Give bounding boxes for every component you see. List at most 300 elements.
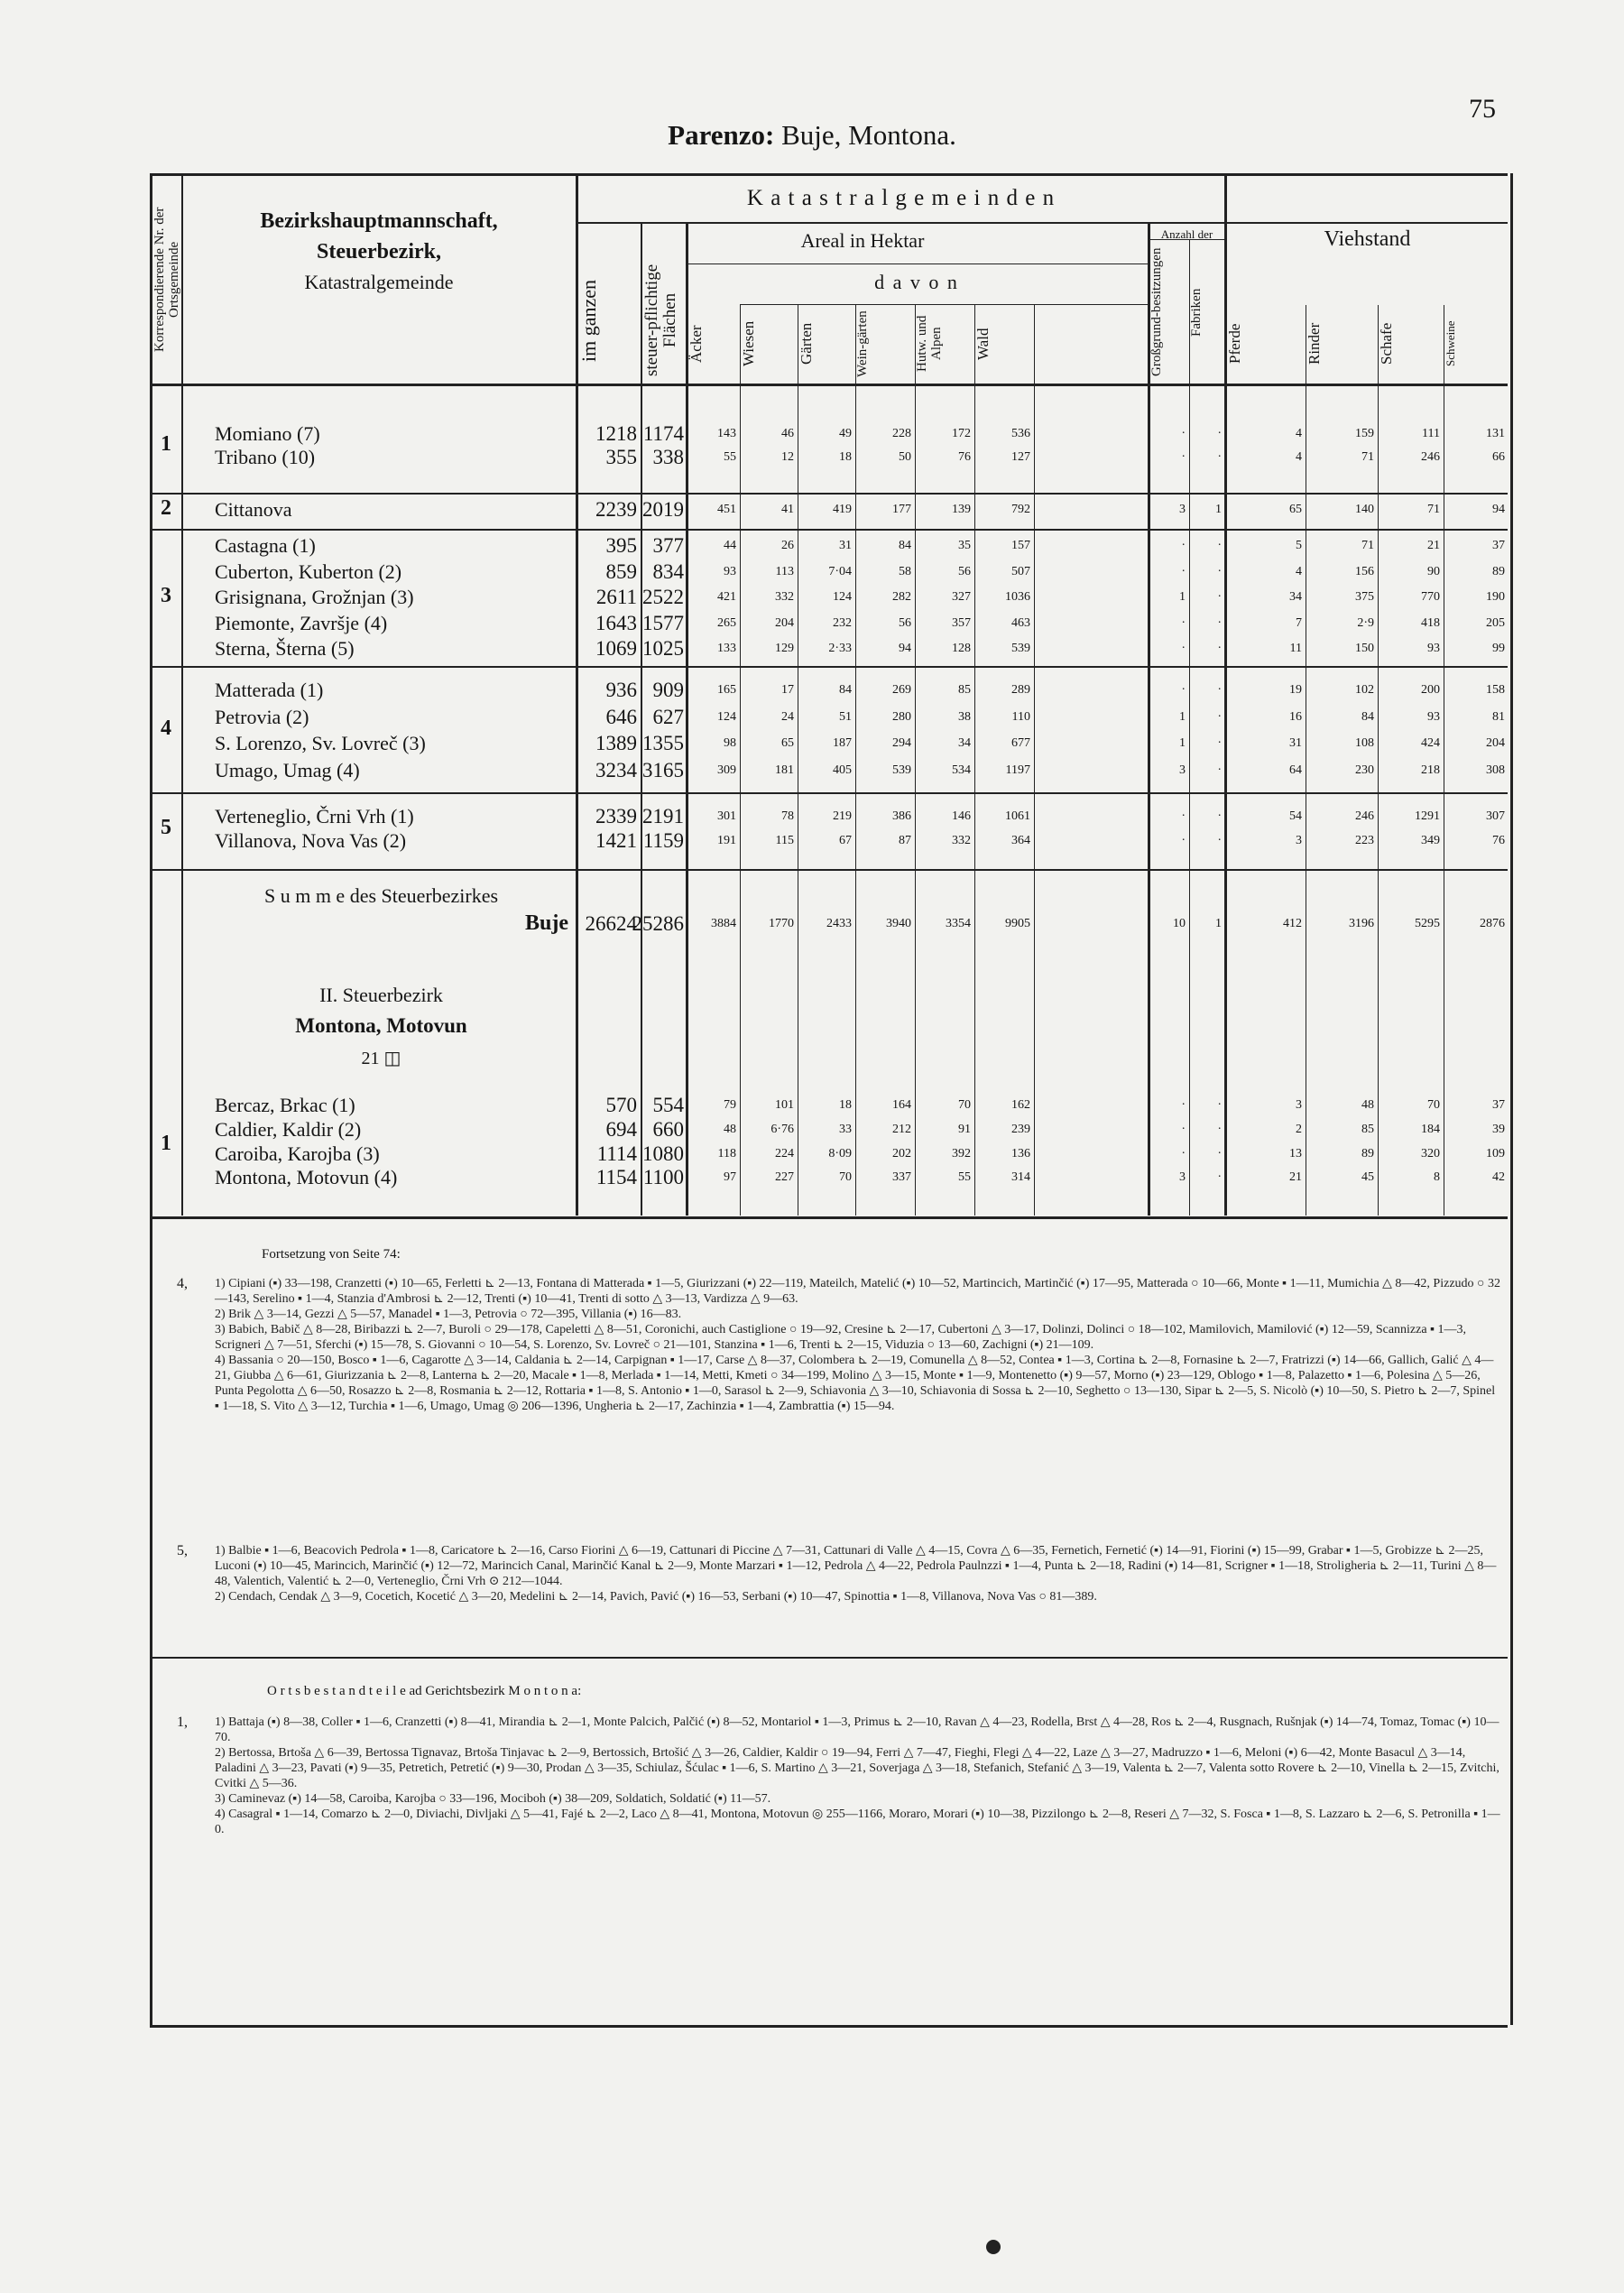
row-name: Bercaz, Brkac (1) bbox=[215, 1094, 355, 1116]
cell-wiesen: 17 bbox=[781, 683, 794, 697]
cell-taxable: 377 bbox=[652, 534, 684, 557]
cell-rinder: 71 bbox=[1361, 450, 1374, 464]
cell-aecker: 165 bbox=[717, 683, 736, 697]
cell-gaerten: 51 bbox=[839, 710, 852, 724]
row-rule bbox=[150, 529, 1508, 531]
cell-wald: 9905 bbox=[1005, 917, 1030, 930]
column-rule bbox=[1189, 239, 1190, 1216]
row-name: Villanova, Nova Vas (2) bbox=[215, 829, 407, 852]
cell-wiesen: 224 bbox=[775, 1147, 794, 1160]
cell-fabr: · bbox=[1217, 1170, 1222, 1184]
cell-wald: 1061 bbox=[1005, 809, 1030, 823]
cell-hutw: 146 bbox=[952, 809, 971, 823]
row-name: Caldier, Kaldir (2) bbox=[215, 1118, 362, 1141]
cell-rinder: 3196 bbox=[1349, 917, 1374, 930]
cell-pferde: 2 bbox=[1296, 1123, 1302, 1136]
cell-gaerten: 49 bbox=[839, 427, 852, 440]
cell-aecker: 309 bbox=[717, 763, 736, 777]
cell-aecker: 451 bbox=[717, 503, 736, 516]
row-name: Montona, Motovun (4) bbox=[215, 1166, 398, 1188]
header-schweine: Schweine bbox=[1444, 320, 1457, 367]
column-rule bbox=[855, 305, 856, 1216]
montona-heading-1: II. Steuerbezirk bbox=[319, 984, 443, 1006]
cell-total: 395 bbox=[605, 534, 637, 557]
row-name: Piemonte, Završje (4) bbox=[215, 612, 388, 634]
cell-pferde: 3 bbox=[1296, 834, 1302, 847]
cell-taxable: 1577 bbox=[642, 612, 684, 634]
cell-taxable: 627 bbox=[652, 706, 684, 728]
cell-rinder: 140 bbox=[1355, 503, 1374, 516]
column-rule bbox=[974, 305, 975, 1216]
cell-hutw: 534 bbox=[952, 763, 971, 777]
cell-schafe: 320 bbox=[1421, 1147, 1440, 1160]
header-hutw: Hutw. und Alpen bbox=[915, 315, 944, 373]
cell-fabr: · bbox=[1217, 565, 1222, 578]
cell-wald: 507 bbox=[1011, 565, 1030, 578]
cell-hutw: 357 bbox=[952, 616, 971, 630]
cell-aecker: 191 bbox=[717, 834, 736, 847]
cell-total: 1643 bbox=[595, 612, 637, 634]
cell-aecker: 124 bbox=[717, 710, 736, 724]
cell-schweine: 190 bbox=[1486, 590, 1505, 604]
cell-total: 1114 bbox=[596, 1142, 637, 1165]
cell-gaerten: 187 bbox=[833, 736, 852, 750]
cell-wiesen: 113 bbox=[775, 565, 794, 578]
header-rule bbox=[576, 222, 1508, 224]
footnote-rule bbox=[150, 1657, 1508, 1659]
cell-fabr: · bbox=[1217, 642, 1222, 655]
summe-bezirk: Buje bbox=[525, 911, 568, 935]
header-areal: Areal in Hektar bbox=[800, 229, 925, 252]
footnote-4 bbox=[215, 1276, 1500, 1414]
cell-fabr: · bbox=[1217, 1147, 1222, 1160]
cell-pferde: 4 bbox=[1296, 565, 1302, 578]
summe-label: S u m m e des Steuerbezirkes bbox=[263, 884, 499, 907]
group-number: 2 bbox=[161, 496, 171, 520]
header-grossgrund: Großgrund-besitzungen bbox=[1149, 247, 1164, 377]
cell-wein: 539 bbox=[892, 763, 911, 777]
cell-total: 646 bbox=[605, 706, 637, 728]
cell-wiesen: 1770 bbox=[769, 917, 794, 930]
cell-schweine: 89 bbox=[1492, 565, 1505, 578]
cell-total: 1154 bbox=[595, 1166, 637, 1188]
cell-gross: 3 bbox=[1179, 1170, 1186, 1184]
cell-pferde: 4 bbox=[1296, 450, 1302, 464]
column-rule bbox=[1034, 305, 1035, 1216]
cell-fabr: · bbox=[1217, 683, 1222, 697]
header-im-ganzen: im ganzen bbox=[577, 279, 600, 362]
cell-wein: 94 bbox=[899, 642, 911, 655]
cell-rinder: 223 bbox=[1355, 834, 1374, 847]
cell-wein: 386 bbox=[892, 809, 911, 823]
cell-gaerten: 70 bbox=[839, 1170, 852, 1184]
cell-schweine: 66 bbox=[1492, 450, 1505, 464]
cell-gross: 1 bbox=[1179, 710, 1186, 724]
cell-aecker: 97 bbox=[724, 1170, 736, 1184]
cell-schafe: 184 bbox=[1421, 1123, 1440, 1136]
cell-gross: 1 bbox=[1179, 590, 1186, 604]
cell-schafe: 218 bbox=[1421, 763, 1440, 777]
cell-wein: 84 bbox=[899, 539, 911, 552]
cell-wald: 110 bbox=[1011, 710, 1030, 724]
cell-aecker: 93 bbox=[724, 565, 736, 578]
cell-schafe: 770 bbox=[1421, 590, 1440, 604]
cell-gaerten: 124 bbox=[833, 590, 852, 604]
cell-gaerten: 33 bbox=[839, 1123, 852, 1136]
cell-gross: · bbox=[1181, 809, 1186, 823]
footnote-4-3: 3) Babich, Babič △ 8—28, Biribazzi ⊾ 2—7, Buroli ○ 29—178, Capeletti △ 8—51, Coronichi, auch Castiglione ○ 19—92, Cresine ⊾ 2—17, Cubertoni △ 3—17, Dolinzi, Dolinci ○ 18—102, Mamilovich, Mamilović (▪) 12—59, Scannizza ▪ 1—3, Scrigneri △ 7—51, Sferchi (▪) 15—78, S. Giovanni ○ 10—54, S. Lorenzo, Sv. Lovreč ○ 21—101, Stanzina ▪ 1—6, Trenti ⊾ 2—15, Viduzia ○ 13—60, Zachigni (▪) 21—109. bbox=[215, 1323, 1467, 1352]
cell-aecker: 79 bbox=[724, 1098, 736, 1112]
cell-hutw: 172 bbox=[952, 427, 971, 440]
cell-schafe: 5295 bbox=[1415, 917, 1440, 930]
cell-aecker: 98 bbox=[724, 736, 736, 750]
cell-rinder: 246 bbox=[1355, 809, 1374, 823]
cell-gross: · bbox=[1181, 565, 1186, 578]
cell-taxable: 338 bbox=[652, 446, 684, 468]
header-pferde: Pferde bbox=[1226, 323, 1243, 365]
cell-taxable: 1159 bbox=[642, 829, 684, 852]
cell-fabr: · bbox=[1217, 710, 1222, 724]
header-weingaerten: Wein-gärten bbox=[855, 310, 870, 377]
cell-rinder: 150 bbox=[1355, 642, 1374, 655]
column-rule bbox=[740, 305, 741, 1216]
cell-schweine: 81 bbox=[1492, 710, 1505, 724]
cell-wald: 127 bbox=[1011, 450, 1030, 464]
footnote-5 bbox=[215, 1543, 1500, 1604]
row-name: Petrovia (2) bbox=[215, 706, 309, 728]
cell-hutw: 34 bbox=[958, 736, 971, 750]
footnote-1-4: 4) Casagral ▪ 1—14, Comarzo ⊾ 2—0, Diviachi, Divljaki △ 5—41, Fajé ⊾ 2—2, Laco △ 8—41, Montona, Motovun ◎ 255—1166, Moraro, Morari (▪) 10—38, Pizzilongo ⊾ 2—8, Reseri △ 7—32, S. Fosca ▪ 1—8, S. Lazzaro ⊾ 2—6, S. Petronilla ▪ 1—0. bbox=[215, 1808, 1500, 1836]
cell-wiesen: 115 bbox=[775, 834, 794, 847]
cell-wald: 1197 bbox=[1005, 763, 1030, 777]
row-name: Tribano (10) bbox=[215, 446, 316, 468]
cell-schafe: 349 bbox=[1421, 834, 1440, 847]
footnote-5-1: 1) Balbie ▪ 1—6, Beacovich Pedrola ▪ 1—8, Caricatore ⊾ 2—16, Carso Fiorini △ 6—19, Cattunari di Piccine △ 7—31, Cattunari di Valle △ 4—15, Covra △ 6—35, Fernetich, Fernetić (▪) 14—91, Fiorini (▪) 15—99, Grabar ▪ 1—5, Grobizze ⊾ 2—25, Luconi (▪) 10—45, Marincich, Marinčić (▪) 12—72, Marincich Canal, Marinčić Kanal ⊾ 2—9, Monte Marzari ▪ 1—12, Pedrola △ 4—22, Pedrola Paulnzzi ▪ 1—4, Punta ⊾ 2—18, Radini (▪) 14—81, Scrigner ▪ 1—18, Stroligheria ⊾ 2—11, Turini △ 8—48, Valentich, Valentić ⊾ 2—0, Verteneglio, Črni Vrh ⊙ 212—1044. bbox=[215, 1544, 1497, 1588]
cell-hutw: 128 bbox=[952, 642, 971, 655]
cell-total: 2611 bbox=[595, 586, 637, 608]
cell-gaerten: 8·09 bbox=[828, 1147, 852, 1160]
cell-wiesen: 46 bbox=[781, 427, 794, 440]
cell-rinder: 85 bbox=[1361, 1123, 1374, 1136]
cell-wald: 463 bbox=[1011, 616, 1030, 630]
cell-fabr: · bbox=[1217, 1098, 1222, 1112]
column-rule bbox=[915, 305, 916, 1216]
frame-bottom-rule bbox=[150, 2025, 1508, 2028]
cell-total: 570 bbox=[605, 1094, 637, 1116]
row-name: Umago, Umag (4) bbox=[215, 759, 360, 781]
footnote-index: 1, bbox=[177, 1715, 188, 1730]
cell-aecker: 265 bbox=[717, 616, 736, 630]
cell-hutw: 70 bbox=[958, 1098, 971, 1112]
header-schafe: Schafe bbox=[1378, 322, 1395, 365]
header-anzahl: Anzahl der bbox=[1160, 227, 1213, 241]
cell-fabr: · bbox=[1217, 427, 1222, 440]
cell-hutw: 38 bbox=[958, 710, 971, 724]
cell-gaerten: 405 bbox=[833, 763, 852, 777]
cell-gaerten: 7·04 bbox=[828, 565, 852, 578]
header-steuer: steuer-pflichtige Flächen bbox=[642, 264, 679, 377]
cell-rinder: 102 bbox=[1355, 683, 1374, 697]
cell-wein: 228 bbox=[892, 427, 911, 440]
cell-wiesen: 26 bbox=[781, 539, 794, 552]
cell-wein: 280 bbox=[892, 710, 911, 724]
cell-total: 355 bbox=[605, 446, 637, 468]
cell-schafe: 90 bbox=[1427, 565, 1440, 578]
header-wald: Wald bbox=[974, 328, 992, 360]
cell-total: 2339 bbox=[595, 805, 637, 828]
header-katastral: K a t a s t r a l g e m e i n d e n bbox=[746, 186, 1056, 210]
cell-gaerten: 2433 bbox=[826, 917, 852, 930]
cell-wein: 164 bbox=[892, 1098, 911, 1112]
table-top-rule bbox=[150, 173, 1508, 176]
cell-taxable: 2019 bbox=[642, 498, 684, 521]
cell-wiesen: 181 bbox=[775, 763, 794, 777]
row-rule bbox=[150, 869, 1508, 871]
group-number: 1 bbox=[161, 1132, 171, 1155]
cell-aecker: 133 bbox=[717, 642, 736, 655]
row-rule bbox=[150, 666, 1508, 668]
cell-rinder: 45 bbox=[1361, 1170, 1374, 1184]
footnote-1-1: 1) Battaja (▪) 8—38, Coller ▪ 1—6, Cranzetti (▪) 8—41, Mirandia ⊾ 2—1, Monte Palcich, Palčić (▪) 8—52, Montariol ▪ 1—3, Primus ⊾ 2—10, Ravan △ 4—23, Rodella, Brst △ 4—28, Ros ⊾ 2—4, Rusgnach, Rušnjak (▪) 14—74, Tomaz, Tomac (▪) 10—70. bbox=[215, 1715, 1499, 1744]
cell-wiesen: 24 bbox=[781, 710, 794, 724]
cell-wiesen: 332 bbox=[775, 590, 794, 604]
cell-schafe: 21 bbox=[1427, 539, 1440, 552]
cell-total: 1421 bbox=[595, 829, 637, 852]
cell-gross: · bbox=[1181, 1147, 1186, 1160]
cell-hutw: 56 bbox=[958, 565, 971, 578]
cell-wein: 269 bbox=[892, 683, 911, 697]
column-rule bbox=[1378, 305, 1379, 1216]
cell-pferde: 64 bbox=[1289, 763, 1302, 777]
cell-rinder: 89 bbox=[1361, 1147, 1374, 1160]
header-viehstand: Viehstand bbox=[1324, 227, 1411, 251]
cell-rinder: 375 bbox=[1355, 590, 1374, 604]
cell-gross: · bbox=[1181, 834, 1186, 847]
cell-schafe: 71 bbox=[1427, 503, 1440, 516]
cell-gross: · bbox=[1181, 1123, 1186, 1136]
cell-schweine: 37 bbox=[1492, 539, 1505, 552]
cell-wald: 536 bbox=[1011, 427, 1030, 440]
cell-fabr: · bbox=[1217, 539, 1222, 552]
cell-rinder: 108 bbox=[1355, 736, 1374, 750]
header-aecker: Äcker bbox=[687, 325, 705, 363]
footnote-4-4: 4) Bassania ○ 20—150, Bosco ▪ 1—6, Cagarotte △ 3—14, Caldania ⊾ 2—14, Carpignan ▪ 1—17, Carse △ 8—37, Colombera ⊾ 2—19, Comunella △ 8—52, Contea ▪ 1—3, Cortina ⊾ 2—8, Fornasine ⊾ 2—7, Fratrizzi (▪) 14—66, Gallich, Galić △ 4—21, Giubba △ 6—61, Giurizzania ⊾ 2—8, Lanterna ⊾ 2—20, Macale ▪ 1—8, Merlada ▪ 1—14, Metti, Kmeti ○ 34—199, Molino △ 3—15, Monte ▪ 1—9, Montenetto (▪) 9—57, Morno (▪) 23—129, Oblogo ▪ 1—8, Palazetto ▪ 1—6, Polesina △ 5—26, Punta Pegolotta △ 6—50, Rosazzo ⊾ 2—8, Rosmania ⊾ 2—12, Rottaria ▪ 1—8, S. Antonio ▪ 1—0, Sarasol ⊾ 2—9, Schiavonia △ 3—10, Schiavonia di Sossa ⊾ 2—10, Seghetto ○ 13—130, Sipar ⊾ 2—5, S. Nicolò (▪) 10—50, S. Pietro ⊾ 2—7, Spinel ▪ 1—18, S. Vito △ 3—12, Turchia ▪ 1—6, Umago, Umag ◎ 206—1396, Ungheria ⊾ 2—17, Zachinzia ▪ 1—4, Zambrattia (▪) 15—94. bbox=[215, 1354, 1496, 1413]
row-name: Sterna, Šterna (5) bbox=[215, 637, 355, 660]
cell-aecker: 301 bbox=[717, 809, 736, 823]
cell-pferde: 16 bbox=[1289, 710, 1302, 724]
cell-gross: · bbox=[1181, 450, 1186, 464]
cell-schweine: 109 bbox=[1486, 1147, 1505, 1160]
cell-taxable: 1025 bbox=[642, 637, 684, 660]
cell-pferde: 13 bbox=[1289, 1147, 1302, 1160]
header-gaerten: Gärten bbox=[798, 322, 815, 365]
cell-wein: 202 bbox=[892, 1147, 911, 1160]
cell-wein: 87 bbox=[899, 834, 911, 847]
cell-hutw: 76 bbox=[958, 450, 971, 464]
cell-total: 936 bbox=[605, 679, 637, 701]
cell-wiesen: 204 bbox=[775, 616, 794, 630]
cell-schafe: 8 bbox=[1434, 1170, 1440, 1184]
cell-wiesen: 78 bbox=[781, 809, 794, 823]
header-bottom-rule bbox=[150, 384, 1508, 386]
cell-wald: 314 bbox=[1011, 1170, 1030, 1184]
cell-gaerten: 84 bbox=[839, 683, 852, 697]
cell-total: 3234 bbox=[595, 759, 637, 781]
cell-fabr: · bbox=[1217, 1123, 1222, 1136]
cell-gross: · bbox=[1181, 1098, 1186, 1112]
cell-aecker: 3884 bbox=[711, 917, 736, 930]
header-name-3: Katastralgemeinde bbox=[304, 271, 454, 293]
cell-gross: 3 bbox=[1179, 503, 1186, 516]
cell-wiesen: 129 bbox=[775, 642, 794, 655]
cell-rinder: 159 bbox=[1355, 427, 1374, 440]
cell-fabr: · bbox=[1217, 736, 1222, 750]
cell-gross: · bbox=[1181, 683, 1186, 697]
cell-taxable: 909 bbox=[652, 679, 684, 701]
cell-wald: 162 bbox=[1011, 1098, 1030, 1112]
cell-pferde: 54 bbox=[1289, 809, 1302, 823]
cell-gaerten: 31 bbox=[839, 539, 852, 552]
cell-total: 859 bbox=[605, 560, 637, 583]
cell-pferde: 65 bbox=[1289, 503, 1302, 516]
cell-rinder: 230 bbox=[1355, 763, 1374, 777]
cell-gaerten: 18 bbox=[839, 1098, 852, 1112]
cell-fabr: · bbox=[1217, 763, 1222, 777]
cell-schweine: 158 bbox=[1486, 683, 1505, 697]
cell-schweine: 99 bbox=[1492, 642, 1505, 655]
page-title: Parenzo: Buje, Montona. bbox=[668, 119, 956, 151]
cell-pferde: 7 bbox=[1296, 616, 1302, 630]
cell-hutw: 91 bbox=[958, 1123, 971, 1136]
cell-wald: 677 bbox=[1011, 736, 1030, 750]
cell-taxable: 554 bbox=[652, 1094, 684, 1116]
cell-gross: 10 bbox=[1173, 917, 1186, 930]
cell-schweine: 39 bbox=[1492, 1123, 1505, 1136]
cell-pferde: 3 bbox=[1296, 1098, 1302, 1112]
cell-wein: 282 bbox=[892, 590, 911, 604]
cell-gaerten: 2·33 bbox=[828, 642, 852, 655]
cell-schafe: 111 bbox=[1422, 427, 1440, 440]
cell-pferde: 21 bbox=[1289, 1170, 1302, 1184]
cell-wein: 177 bbox=[892, 503, 911, 516]
cell-wald: 792 bbox=[1011, 503, 1030, 516]
header-nr: Korrespondierende Nr. der Ortsgemeinde bbox=[152, 207, 181, 353]
cell-total: 694 bbox=[605, 1118, 637, 1141]
cell-rinder: 156 bbox=[1355, 565, 1374, 578]
cell-wiesen: 65 bbox=[781, 736, 794, 750]
cell-taxable: 2191 bbox=[642, 805, 684, 828]
cell-hutw: 85 bbox=[958, 683, 971, 697]
cell-rinder: 71 bbox=[1361, 539, 1374, 552]
cell-taxable: 25286 bbox=[632, 912, 684, 935]
cell-fabr: · bbox=[1217, 834, 1222, 847]
footnote-index: 5, bbox=[177, 1543, 188, 1558]
cell-pferde: 34 bbox=[1289, 590, 1302, 604]
cell-gaerten: 219 bbox=[833, 809, 852, 823]
cell-pferde: 5 bbox=[1296, 539, 1302, 552]
header-fabriken: Fabriken bbox=[1189, 288, 1204, 337]
cell-hutw: 3354 bbox=[946, 917, 971, 930]
cell-aecker: 44 bbox=[724, 539, 736, 552]
ortsbestandteile-heading: O r t s b e s t a n d t e i l e ad Gerichtsbezirk M o n t o n a: bbox=[267, 1684, 582, 1698]
cell-schafe: 70 bbox=[1427, 1098, 1440, 1112]
cell-pferde: 4 bbox=[1296, 427, 1302, 440]
cell-wald: 364 bbox=[1011, 834, 1030, 847]
cell-aecker: 118 bbox=[717, 1147, 736, 1160]
cell-taxable: 834 bbox=[652, 560, 684, 583]
cell-taxable: 1174 bbox=[642, 422, 684, 445]
montona-heading-2: Montona, Motovun bbox=[295, 1014, 467, 1037]
cell-taxable: 1080 bbox=[642, 1142, 684, 1165]
cell-schweine: 131 bbox=[1486, 427, 1505, 440]
footnote-5-2: 2) Cendach, Cendak △ 3—9, Cocetich, Kocetić △ 3—20, Medelini ⊾ 2—14, Pavich, Pavić (▪) 16—53, Serbani (▪) 10—47, Spinottia ▪ 1—8, Villanova, Nova Vas ○ 81—389. bbox=[215, 1590, 1097, 1604]
cell-wald: 239 bbox=[1011, 1123, 1030, 1136]
cell-total: 1218 bbox=[595, 422, 637, 445]
cell-taxable: 1355 bbox=[642, 732, 684, 754]
cell-schafe: 246 bbox=[1421, 450, 1440, 464]
row-name: Castagna (1) bbox=[215, 534, 316, 557]
row-name: Grisignana, Grožnjan (3) bbox=[215, 586, 414, 608]
cell-hutw: 392 bbox=[952, 1147, 971, 1160]
cell-wein: 294 bbox=[892, 736, 911, 750]
column-rule bbox=[181, 173, 183, 1216]
cell-schafe: 93 bbox=[1427, 642, 1440, 655]
cell-wald: 157 bbox=[1011, 539, 1030, 552]
cell-gross: · bbox=[1181, 539, 1186, 552]
cell-total: 26624 bbox=[585, 912, 637, 935]
cell-wiesen: 41 bbox=[781, 503, 794, 516]
cell-fabr: 1 bbox=[1215, 503, 1222, 516]
cell-schafe: 93 bbox=[1427, 710, 1440, 724]
cell-pferde: 31 bbox=[1289, 736, 1302, 750]
cell-taxable: 660 bbox=[652, 1118, 684, 1141]
cell-schafe: 424 bbox=[1421, 736, 1440, 750]
row-name: Cittanova bbox=[215, 498, 292, 521]
cell-schweine: 76 bbox=[1492, 834, 1505, 847]
table-bottom-rule bbox=[150, 1216, 1508, 1219]
cell-schweine: 94 bbox=[1492, 503, 1505, 516]
cell-schweine: 42 bbox=[1492, 1170, 1505, 1184]
footnote-1-2: 2) Bertossa, Brtoša △ 6—39, Bertossa Tignavaz, Brtoša Tinjavac ⊾ 2—9, Bertossich, Brtošić △ 3—26, Caldier, Kaldir ○ 19—94, Ferri △ 7—47, Fieghi, Flegi △ 4—22, Laze △ 3—27, Madruzzo ▪ 1—6, Meloni (▪) 6—42, Monte Basacul △ 3—14, Paladini △ 3—23, Pavati (▪) 9—35, Petretich, Petretić (▪) 9—30, Prodan △ 3—35, Schiulaz, Šćulac ▪ 1—6, S. Martino △ 3—21, Soverjaga △ 3—18, Stefanich, Stefanić △ 3—19, Valenta ⊾ 2—7, Valenta sotto Rovere ⊾ 2—10, Vinella ⊾ 2—15, Zvitchi, Cvitki △ 5—36. bbox=[215, 1746, 1499, 1790]
cell-fabr: · bbox=[1217, 809, 1222, 823]
cell-taxable: 3165 bbox=[642, 759, 684, 781]
cell-aecker: 421 bbox=[717, 590, 736, 604]
cell-aecker: 143 bbox=[717, 427, 736, 440]
cell-hutw: 139 bbox=[952, 503, 971, 516]
cell-hutw: 55 bbox=[958, 1170, 971, 1184]
header-rinder: Rinder bbox=[1306, 322, 1323, 365]
cell-schweine: 2876 bbox=[1480, 917, 1505, 930]
cell-gross: 3 bbox=[1179, 763, 1186, 777]
group-number: 3 bbox=[161, 584, 171, 608]
footnote-4-1: 1) Cipiani (▪) 33—198, Cranzetti (▪) 10—65, Ferletti ⊾ 2—13, Fontana di Matterada ▪ 1—5, Giurizzani (▪) 22—119, Mateilch, Matelić (▪) 10—52, Martincich, Martinčić (▪) 17—95, Matterada ○ 10—66, Monte ▪ 1—11, Mumichia △ 8—42, Pizzudo ○ 32—143, Serelino ▪ 1—4, Stanzia d'Ambrosi ⊾ 2—12, Trenti (▪) 10—41, Trenti di sotto △ 3—13, Vardizza △ 9—63. bbox=[215, 1277, 1500, 1306]
cell-wein: 337 bbox=[892, 1170, 911, 1184]
cell-pferde: 11 bbox=[1289, 642, 1302, 655]
footnote-1 bbox=[215, 1715, 1500, 1837]
cell-taxable: 1100 bbox=[642, 1166, 684, 1188]
cell-wald: 136 bbox=[1011, 1147, 1030, 1160]
header-davon: d a v o n bbox=[874, 271, 959, 293]
cell-gross: · bbox=[1181, 616, 1186, 630]
footnote-1-3: 3) Caminevaz (▪) 14—58, Caroiba, Karojba ○ 33—196, Mociboh (▪) 38—209, Soldatich, Soldatić (▪) 11—57. bbox=[215, 1792, 771, 1806]
cell-total: 1389 bbox=[595, 732, 637, 754]
cell-aecker: 48 bbox=[724, 1123, 736, 1136]
cell-hutw: 327 bbox=[952, 590, 971, 604]
cell-hutw: 332 bbox=[952, 834, 971, 847]
row-rule bbox=[150, 493, 1508, 495]
cell-schweine: 204 bbox=[1486, 736, 1505, 750]
cell-schafe: 418 bbox=[1421, 616, 1440, 630]
